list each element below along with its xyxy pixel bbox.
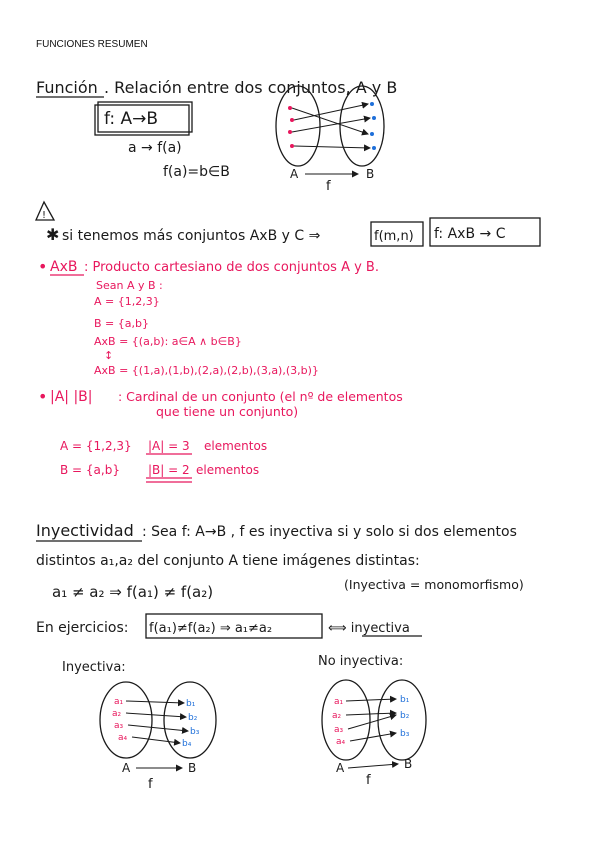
noinj-a2: a₂ — [332, 711, 342, 721]
note-box2-text: f: AxB → C — [434, 226, 506, 242]
noinj-label-f: f — [366, 773, 371, 788]
producto-line-4: AxB = {(a,b): a∈A ∧ b∈B} — [94, 335, 242, 348]
funcion-diagram — [276, 86, 384, 194]
producto-line-5: ↕ — [104, 349, 114, 362]
funcion-term: Función — [36, 78, 98, 97]
funcion-diagram-b: B — [366, 167, 375, 181]
cardinal-b-underline — [146, 478, 192, 482]
svg-text:•: • — [38, 387, 48, 406]
svg-text:✱: ✱ — [46, 225, 60, 244]
funcion-diagram-a: A — [290, 167, 299, 181]
inj-a3: a₃ — [114, 721, 124, 731]
ejercicios-label: En ejercicios: — [36, 620, 129, 636]
cardinal-example-a-set: A = {1,2,3} — [60, 439, 132, 453]
inj-b3: b₃ — [190, 727, 200, 737]
noinj-b3: b₃ — [400, 729, 410, 739]
producto-line-2: A = {1,2,3} — [94, 295, 160, 308]
noinj-label-a: A — [336, 761, 345, 775]
inyectiva-title: Inyectiva: — [62, 660, 126, 675]
cardinal-title: |A| |B| — [50, 389, 93, 405]
inj-b4: b₄ — [182, 739, 192, 749]
producto-description: : Producto cartesiano de dos conjuntos A y B. — [84, 260, 379, 275]
note-text: si tenemos más conjuntos AxB y C ⇒ — [62, 228, 321, 244]
funcion-map2: f(a)=b∈B — [163, 164, 230, 180]
inyectividad-line-1: : Sea f: A→B , f es inyectiva si y solo si dos elementos — [142, 524, 517, 540]
funcion-map1: a → f(a) — [128, 140, 182, 156]
funcion-definition: . Relación entre dos conjuntos, A y B — [104, 78, 398, 97]
noinj-b2: b₂ — [400, 711, 410, 721]
noinj-a4: a₄ — [336, 737, 346, 747]
noinj-b1: b₁ — [400, 695, 410, 705]
svg-text:!: ! — [42, 210, 47, 221]
cardinal-example-a-card: |A| = 3 — [148, 439, 190, 453]
svg-text:•: • — [38, 257, 48, 276]
cardinal-description-1: : Cardinal de un conjunto (el nº de elementos — [118, 389, 403, 404]
ejercicios-box-text: f(a₁)≠f(a₂) ⇒ a₁≠a₂ — [149, 621, 273, 636]
inj-a2: a₂ — [112, 709, 122, 719]
inj-label-b: B — [188, 761, 197, 775]
no-inyectiva-title: No inyectiva: — [318, 654, 404, 669]
warning-icon — [36, 202, 54, 221]
funcion-diagram-f: f — [326, 179, 331, 194]
producto-line-6: AxB = {(1,a),(1,b),(2,a),(2,b),(3,a),(3,b)} — [94, 364, 319, 377]
ejercicios-result: ⟺ inyectiva — [328, 621, 410, 636]
noinj-a1: a₁ — [334, 697, 344, 707]
inj-label-a: A — [122, 761, 131, 775]
inyectiva-diagram — [100, 682, 216, 792]
inyectividad-formula: a₁ ≠ a₂ ⇒ f(a₁) ≠ f(a₂) — [52, 583, 214, 601]
cardinal-example-b-set: B = {a,b} — [60, 463, 120, 477]
funcion-box-text: f: A→B — [104, 109, 159, 129]
no-inyectiva-diagram — [322, 680, 426, 788]
inyectividad-note: (Inyectiva = monomorfismo) — [344, 577, 524, 592]
cardinal-example-b-unit: elementos — [196, 463, 260, 477]
producto-title: AxB — [50, 259, 78, 275]
note-box1-text: f(m,n) — [374, 229, 414, 244]
inj-label-f: f — [148, 777, 153, 792]
inj-b1: b₁ — [186, 699, 196, 709]
noinj-label-b: B — [404, 757, 413, 771]
cardinal-description-2: que tiene un conjunto) — [156, 404, 299, 419]
inyectividad-term: Inyectividad — [36, 521, 134, 540]
page-header: FUNCIONES RESUMEN — [36, 39, 148, 50]
producto-line-1: Sean A y B : — [96, 279, 163, 292]
cardinal-example-a-unit: elementos — [204, 439, 268, 453]
noinj-a3: a₃ — [334, 725, 344, 735]
producto-line-3: B = {a,b} — [94, 317, 149, 330]
inyectividad-line-2: distintos a₁,a₂ del conjunto A tiene imágenes distintas: — [36, 553, 420, 569]
inj-a1: a₁ — [114, 697, 124, 707]
cardinal-example-b-card: |B| = 2 — [148, 463, 190, 477]
inj-b2: b₂ — [188, 713, 198, 723]
inj-a4: a₄ — [118, 733, 128, 743]
